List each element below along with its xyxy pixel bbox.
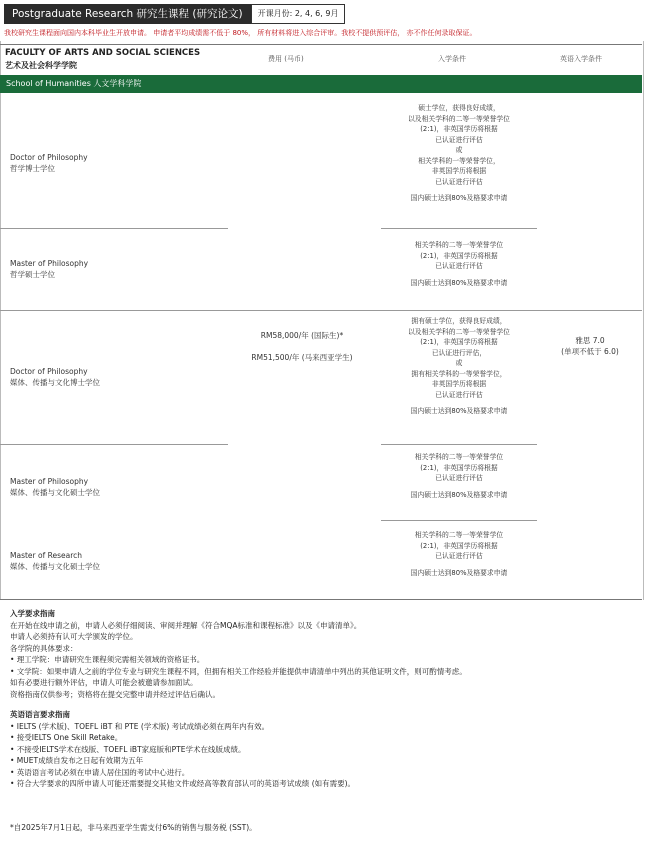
title-bar (4, 4, 345, 24)
column-header-requirements: 入学条件 (438, 55, 466, 63)
intake-months: 开课月份: 2, 4, 6, 9月 (251, 4, 346, 24)
note-line: • 接受IELTS One Skill Retake。 (10, 733, 123, 742)
programme-name-zh: 媒体、传播与文化硕士学位 (10, 562, 100, 571)
requirement-line: 相关学科的二等一等荣誉学位 (414, 531, 504, 539)
programme-name-en: Doctor of Philosophy (10, 367, 88, 376)
requirement-line: 已认证进行评估 (435, 177, 483, 186)
requirement-line: 已认证进行评估 (435, 474, 483, 482)
faculty-name-en: FACULTY OF ARTS AND SOCIAL SCIENCES (5, 48, 201, 58)
requirement-block (381, 316, 537, 417)
requirement-line: 相关学科的一等荣誉学位， (418, 156, 500, 165)
note-line: • 文学院：如果申请人之前的学位专业与研究生课程不同，但拥有相关工作经验并能提供申请清单中列出的其他证明文件，则可酌情考虑。 (10, 666, 467, 676)
requirement-line: 以及相关学科的二等一等荣誉学位 (408, 114, 510, 123)
programme-table (0, 41, 644, 600)
requirement-line: 已认证进行评估 (435, 262, 483, 270)
requirement-line: 硕士学位，获得良好成绩， (418, 104, 500, 112)
requirement-block (381, 103, 537, 204)
fee-malaysian: RM51,500/年 (马来西亚学生) (251, 353, 353, 362)
notes-section (10, 608, 642, 790)
row-divider (381, 520, 537, 521)
requirement-block (381, 530, 537, 578)
programme-name-zh: 媒体、传播与文化博士学位 (10, 378, 100, 387)
programme-name-en: Doctor of Philosophy (10, 153, 88, 162)
requirement-line: 国内硕士达到80%及格要求申请 (410, 490, 508, 499)
requirement-line: 国内硕士达到80%及格要求申请 (410, 568, 508, 577)
requirement-line: (2:1)，非英国学历将根据 (420, 338, 498, 346)
requirement-line: 国内硕士达到80%及格要求申请 (410, 278, 508, 287)
requirement-line: 已认证进行评估 (435, 135, 483, 144)
note-line: • 英语语言考试必须在申请人居住国的考试中心进行。 (10, 767, 190, 777)
school-band (0, 75, 642, 93)
requirement-line: 或 (455, 359, 463, 367)
requirement-line: 国内硕士达到80%及格要求申请 (410, 407, 508, 415)
table-bottom-border (0, 599, 642, 600)
programme-item (10, 258, 88, 280)
note-line: • IELTS (学术版)、TOEFL iBT 和 PTE (学术版) 考试成绩必须在两年内有效。 (10, 721, 270, 731)
requirement-line: 或 (455, 146, 463, 154)
requirement-line: 已认证进行评估 (435, 552, 483, 560)
english-score: 雅思 7.0 (575, 336, 605, 345)
admission-notice: 我校研究生课程面向国内本科毕业生开放申请。 申请者平均成绩需不低于 80%， 所有材料将进入综合评审。我校不提供预评估， 亦不作任何录取保证。 (4, 29, 477, 37)
column-header-language: 英语入学条件 (560, 55, 602, 63)
fee-international: RM58,000/年 (国际生)* (260, 331, 344, 340)
note-line: • 理工学院：申请研究生课程须完需相关领域的资格证书。 (10, 655, 205, 664)
note-line: 申请人必须持有认可大学颁发的学位。 (10, 632, 138, 641)
page-title: Postgraduate Research 研究生课程 (研究论文) (4, 4, 251, 24)
requirement-line: 拥有硕士学位，获得良好成绩， (411, 317, 507, 325)
note-line: 资格指南仅供参考；资格将在提交完整申请并经过评估后确认。 (10, 689, 220, 699)
row-divider (381, 444, 537, 445)
row-divider (0, 228, 228, 229)
programme-name-en: Master of Philosophy (10, 477, 89, 486)
note-line: • 符合大学要求的四所申请人可能还需要提交其他文件或经高等教育部认可的英语考试成绩 (如有需要)。 (10, 779, 356, 788)
row-divider (0, 310, 642, 311)
english-subscore: (单项不低于 6.0) (561, 347, 619, 356)
note-line: • 不接受IELTS学术在线版、TOEFL iBT家庭版和PTE学术在线版成绩。 (10, 744, 246, 754)
requirement-block (381, 452, 537, 500)
programme-name-zh: 哲学硕士学位 (10, 270, 55, 279)
programme-name-en: Master of Research (10, 551, 83, 560)
column-header-fee: 费用 (马币) (268, 55, 304, 63)
requirement-line: 非英国学历将根据 (431, 167, 487, 175)
requirement-line: (2:1)，非英国学历将根据 (420, 541, 498, 550)
table-header (0, 44, 642, 76)
requirement-line: (2:1)，非英国学历将根据 (420, 251, 498, 260)
requirement-line: 国内硕士达到80%及格要求申请 (410, 194, 508, 202)
requirement-line: 已认证进行评估， (431, 348, 487, 357)
requirement-line: 非英国学历将根据 (431, 380, 487, 388)
programme-item (10, 152, 88, 174)
programme-name-en: Master of Philosophy (10, 259, 89, 268)
requirement-line: 相关学科的二等一等荣誉学位 (414, 453, 504, 461)
programme-name-zh: 哲学博士学位 (10, 164, 55, 173)
requirement-line: 已认证进行评估 (435, 390, 483, 399)
requirement-line: 拥有相关学科的一等荣誉学位， (411, 369, 507, 378)
requirement-line: 相关学科的二等一等荣誉学位 (414, 241, 504, 249)
faculty-name-zh: 艺术及社会科学学院 (5, 61, 77, 70)
english-requirement (545, 335, 635, 357)
note-line: 在开始在线申请之前，申请人必须仔细阅读、审阅并理解《符合MQA标准和课程标准》以及《申请清单》。 (10, 620, 362, 630)
requirement-block (381, 240, 537, 288)
english-guide-title: 英语语言要求指南 (10, 710, 70, 719)
programme-item (10, 476, 100, 498)
requirement-line: (2:1)，非英国学历将根据 (420, 463, 498, 472)
entry-guide-list (10, 620, 642, 701)
row-divider (0, 444, 228, 445)
sst-footnote: *自2025年7月1日起，非马来西亚学生需支付6%的销售与服务税 (SST)。 (10, 823, 257, 832)
programme-name-zh: 媒体、传播与文化硕士学位 (10, 488, 100, 497)
note-line: • MUET成绩自发布之日起有效期为五年 (10, 756, 144, 765)
note-line: 如有必要进行额外评估，申请人可能会被邀请参加面试。 (10, 678, 198, 687)
note-line: 各学院的具体要求： (10, 643, 78, 653)
programme-item (10, 366, 100, 388)
english-guide-list (10, 721, 642, 790)
requirement-line: 以及相关学科的二等一等荣誉学位 (408, 327, 510, 336)
entry-guide-title: 入学要求指南 (10, 609, 55, 618)
school-name: School of Humanities 人文学科学院 (6, 79, 142, 88)
row-divider (381, 228, 537, 229)
requirement-line: (2:1)，非英国学历将根据 (420, 125, 498, 133)
programme-item (10, 550, 100, 572)
